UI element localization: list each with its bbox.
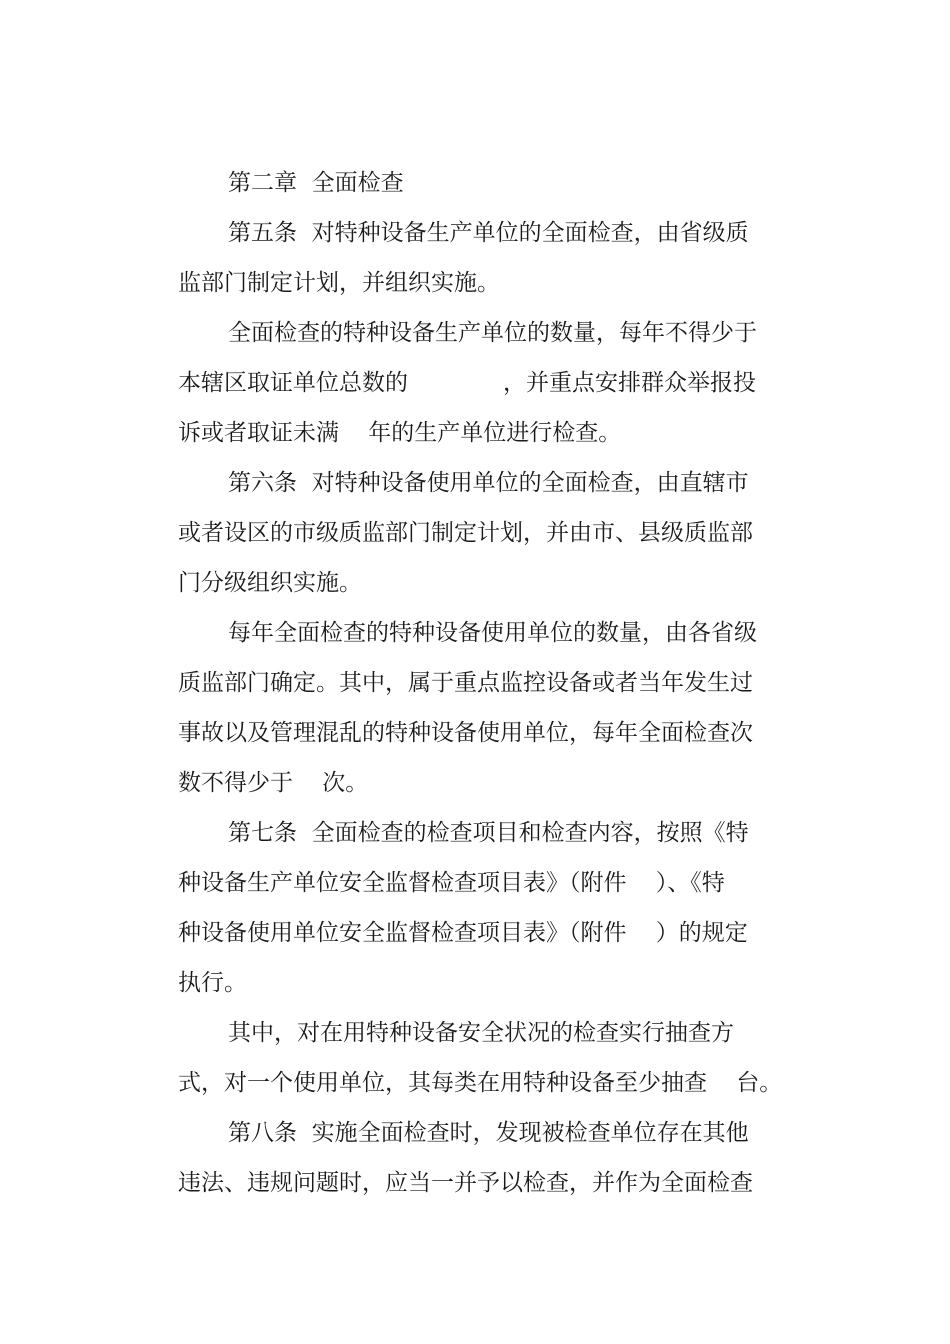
paragraph-4-line-3: 事故以及管理混乱的特种设备使用单位，每年全面检查次: [178, 720, 753, 746]
article-8-line-2: 违法、违规问题时，应当一并予以检查，并作为全面检查: [178, 1170, 753, 1196]
paragraph-6-line-1: 其中，对在用特种设备安全状况的检查实行抽查方: [228, 1020, 734, 1046]
article-5-line-1: 第五条 对特种设备生产单位的全面检查，由省级质: [228, 220, 749, 246]
paragraph-2-line-3: 诉或者取证未满 年的生产单位进行检查。: [178, 420, 622, 446]
paragraph-6-line-2: 式，对一个使用单位，其每类在用特种设备至少抽查 台。: [178, 1070, 783, 1096]
paragraph-2-line-1: 全面检查的特种设备生产单位的数量，每年不得少于: [228, 320, 757, 346]
article-8-line-1: 第八条 实施全面检查时，发现被检查单位存在其他: [228, 1120, 749, 1146]
paragraph-4-line-4: 数不得少于 次。: [178, 770, 369, 796]
article-6-line-3: 门分级组织实施。: [178, 570, 362, 596]
paragraph-2-line-2: 本辖区取证单位总数的 ，并重点安排群众举报投: [178, 370, 757, 396]
article-6-line-1: 第六条 对特种设备使用单位的全面检查，由直辖市: [228, 470, 749, 496]
article-7-line-4: 执行。: [178, 970, 247, 996]
paragraph-4-line-2: 质监部门确定。其中，属于重点监控设备或者当年发生过: [178, 670, 753, 696]
article-5-line-2: 监部门制定计划，并组织实施。: [178, 270, 500, 296]
chapter-heading: 第二章 全面检查: [228, 170, 404, 196]
paragraph-4-line-1: 每年全面检查的特种设备使用单位的数量，由各省级: [228, 620, 757, 646]
article-6-line-2: 或者设区的市级质监部门制定计划，并由市、县级质监部: [178, 520, 753, 546]
article-7-line-1: 第七条 全面检查的检查项目和检查内容，按照《特: [228, 820, 749, 846]
article-7-line-2: 种设备生产单位安全监督检查项目表》（附件 ）、《特: [178, 870, 725, 896]
article-7-line-3: 种设备使用单位安全监督检查项目表》（附件 ）的规定: [178, 920, 748, 946]
